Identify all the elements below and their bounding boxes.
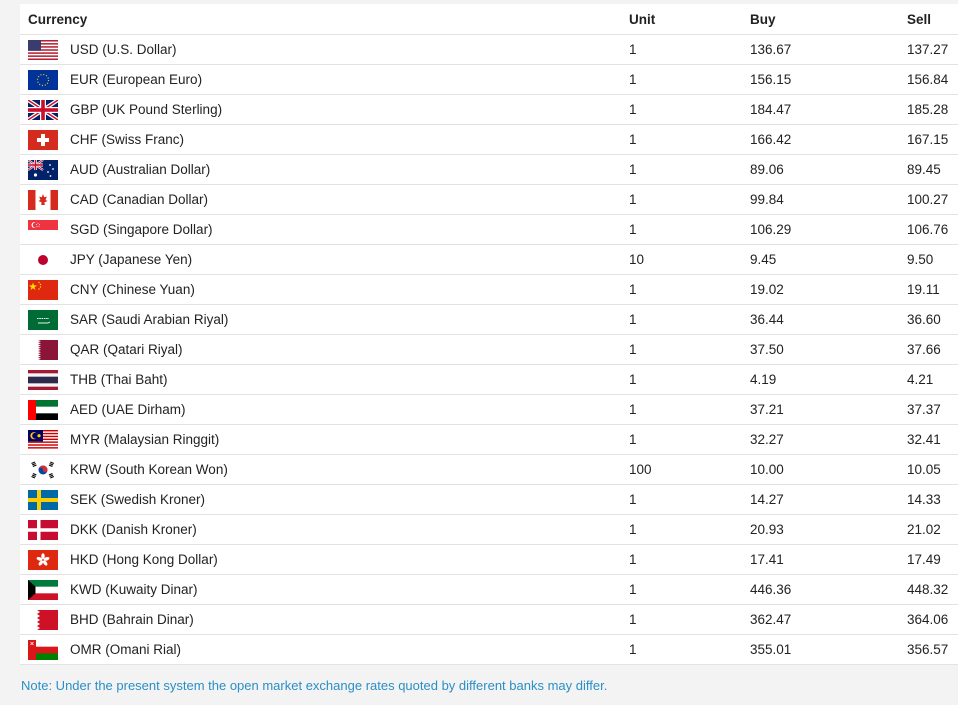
krw-flag-icon	[28, 460, 58, 480]
sell-rate: 21.02	[907, 515, 958, 545]
flag-cell	[20, 455, 70, 485]
flag-cell	[20, 365, 70, 395]
flag-cell	[20, 125, 70, 155]
dkk-flag-icon	[28, 520, 58, 540]
flag-cell	[20, 245, 70, 275]
table-row	[20, 635, 958, 665]
sell-rate: 36.60	[907, 305, 958, 335]
sell-rate: 356.57	[907, 635, 958, 665]
sell-rate: 364.06	[907, 605, 958, 635]
unit-value: 1	[629, 335, 750, 365]
buy-rate: 362.47	[750, 605, 907, 635]
sell-rate: 37.37	[907, 395, 958, 425]
buy-rate: 36.44	[750, 305, 907, 335]
buy-rate: 136.67	[750, 35, 907, 65]
table-row	[20, 305, 958, 335]
flag-cell	[20, 335, 70, 365]
flag-cell	[20, 605, 70, 635]
buy-rate: 106.29	[750, 215, 907, 245]
buy-rate: 156.15	[750, 65, 907, 95]
currency-name: BHD (Bahrain Dinar)	[70, 605, 629, 635]
flag-cell	[20, 95, 70, 125]
currency-name: EUR (European Euro)	[70, 65, 629, 95]
buy-rate: 355.01	[750, 635, 907, 665]
buy-rate: 32.27	[750, 425, 907, 455]
table-row	[20, 545, 958, 575]
flag-cell	[20, 185, 70, 215]
buy-rate: 37.21	[750, 395, 907, 425]
unit-value: 1	[629, 155, 750, 185]
rates-note: Note: Under the present system the open market exchange rates quoted by different banks may differ.	[21, 678, 608, 693]
currency-name: MYR (Malaysian Ringgit)	[70, 425, 629, 455]
flag-cell	[20, 515, 70, 545]
cad-flag-icon	[28, 190, 58, 210]
table-header-row	[20, 4, 958, 35]
jpy-flag-icon	[28, 250, 58, 270]
unit-value: 1	[629, 185, 750, 215]
currency-name: HKD (Hong Kong Dollar)	[70, 545, 629, 575]
currency-name: CAD (Canadian Dollar)	[70, 185, 629, 215]
unit-value: 1	[629, 275, 750, 305]
buy-rate: 446.36	[750, 575, 907, 605]
unit-value: 1	[629, 65, 750, 95]
flag-cell	[20, 635, 70, 665]
currency-name: QAR (Qatari Riyal)	[70, 335, 629, 365]
currency-name: SAR (Saudi Arabian Riyal)	[70, 305, 629, 335]
header-currency: Currency	[20, 4, 629, 35]
currency-name: OMR (Omani Rial)	[70, 635, 629, 665]
flag-cell	[20, 545, 70, 575]
bhd-flag-icon	[28, 610, 58, 630]
usd-flag-icon	[28, 40, 58, 60]
table-row	[20, 365, 958, 395]
myr-flag-icon	[28, 430, 58, 450]
buy-rate: 20.93	[750, 515, 907, 545]
table-row	[20, 215, 958, 245]
sar-flag-icon	[28, 310, 58, 330]
currency-name: KWD (Kuwaity Dinar)	[70, 575, 629, 605]
table-row	[20, 275, 958, 305]
gbp-flag-icon	[28, 100, 58, 120]
unit-value: 1	[629, 35, 750, 65]
buy-rate: 10.00	[750, 455, 907, 485]
unit-value: 100	[629, 455, 750, 485]
sell-rate: 4.21	[907, 365, 958, 395]
header-sell: Sell	[907, 4, 958, 35]
hkd-flag-icon	[28, 550, 58, 570]
sell-rate: 10.05	[907, 455, 958, 485]
currency-name: KRW (South Korean Won)	[70, 455, 629, 485]
sell-rate: 37.66	[907, 335, 958, 365]
currency-name: DKK (Danish Kroner)	[70, 515, 629, 545]
table-row	[20, 485, 958, 515]
unit-value: 1	[629, 635, 750, 665]
sell-rate: 156.84	[907, 65, 958, 95]
table-row	[20, 245, 958, 275]
sell-rate: 14.33	[907, 485, 958, 515]
table-row	[20, 65, 958, 95]
table-row	[20, 575, 958, 605]
table-row	[20, 95, 958, 125]
flag-cell	[20, 575, 70, 605]
sell-rate: 448.32	[907, 575, 958, 605]
unit-value: 1	[629, 215, 750, 245]
aud-flag-icon	[28, 160, 58, 180]
table-row	[20, 185, 958, 215]
sell-rate: 137.27	[907, 35, 958, 65]
sell-rate: 17.49	[907, 545, 958, 575]
unit-value: 1	[629, 485, 750, 515]
unit-value: 1	[629, 545, 750, 575]
currency-name: GBP (UK Pound Sterling)	[70, 95, 629, 125]
kwd-flag-icon	[28, 580, 58, 600]
sell-rate: 32.41	[907, 425, 958, 455]
currency-name: AUD (Australian Dollar)	[70, 155, 629, 185]
qar-flag-icon	[28, 340, 58, 360]
unit-value: 1	[629, 365, 750, 395]
currency-name: CHF (Swiss Franc)	[70, 125, 629, 155]
unit-value: 1	[629, 305, 750, 335]
flag-cell	[20, 215, 70, 245]
unit-value: 1	[629, 395, 750, 425]
flag-cell	[20, 425, 70, 455]
currency-name: CNY (Chinese Yuan)	[70, 275, 629, 305]
buy-rate: 99.84	[750, 185, 907, 215]
omr-flag-icon	[28, 640, 58, 660]
exchange-rate-panel	[20, 4, 958, 664]
sell-rate: 89.45	[907, 155, 958, 185]
chf-flag-icon	[28, 130, 58, 150]
eur-flag-icon	[28, 70, 58, 90]
header-buy: Buy	[750, 4, 907, 35]
currency-name: THB (Thai Baht)	[70, 365, 629, 395]
sek-flag-icon	[28, 490, 58, 510]
buy-rate: 9.45	[750, 245, 907, 275]
thb-flag-icon	[28, 370, 58, 390]
sell-rate: 106.76	[907, 215, 958, 245]
table-row	[20, 35, 958, 65]
table-row	[20, 335, 958, 365]
unit-value: 10	[629, 245, 750, 275]
aed-flag-icon	[28, 400, 58, 420]
currency-name: SEK (Swedish Kroner)	[70, 485, 629, 515]
buy-rate: 19.02	[750, 275, 907, 305]
flag-cell	[20, 395, 70, 425]
flag-cell	[20, 305, 70, 335]
unit-value: 1	[629, 95, 750, 125]
currency-name: USD (U.S. Dollar)	[70, 35, 629, 65]
table-row	[20, 605, 958, 635]
flag-cell	[20, 275, 70, 305]
header-unit: Unit	[629, 4, 750, 35]
sell-rate: 100.27	[907, 185, 958, 215]
cny-flag-icon	[28, 280, 58, 300]
unit-value: 1	[629, 125, 750, 155]
buy-rate: 184.47	[750, 95, 907, 125]
flag-cell	[20, 485, 70, 515]
currency-name: SGD (Singapore Dollar)	[70, 215, 629, 245]
sell-rate: 19.11	[907, 275, 958, 305]
table-row	[20, 425, 958, 455]
exchange-rate-table	[20, 4, 958, 665]
table-row	[20, 155, 958, 185]
buy-rate: 89.06	[750, 155, 907, 185]
unit-value: 1	[629, 575, 750, 605]
table-row	[20, 515, 958, 545]
buy-rate: 4.19	[750, 365, 907, 395]
buy-rate: 166.42	[750, 125, 907, 155]
currency-name: AED (UAE Dirham)	[70, 395, 629, 425]
flag-cell	[20, 65, 70, 95]
table-row	[20, 455, 958, 485]
buy-rate: 17.41	[750, 545, 907, 575]
sgd-flag-icon	[28, 220, 58, 240]
table-row	[20, 125, 958, 155]
sell-rate: 185.28	[907, 95, 958, 125]
buy-rate: 14.27	[750, 485, 907, 515]
currency-name: JPY (Japanese Yen)	[70, 245, 629, 275]
unit-value: 1	[629, 515, 750, 545]
unit-value: 1	[629, 605, 750, 635]
flag-cell	[20, 155, 70, 185]
sell-rate: 9.50	[907, 245, 958, 275]
table-row	[20, 395, 958, 425]
sell-rate: 167.15	[907, 125, 958, 155]
flag-cell	[20, 35, 70, 65]
buy-rate: 37.50	[750, 335, 907, 365]
unit-value: 1	[629, 425, 750, 455]
